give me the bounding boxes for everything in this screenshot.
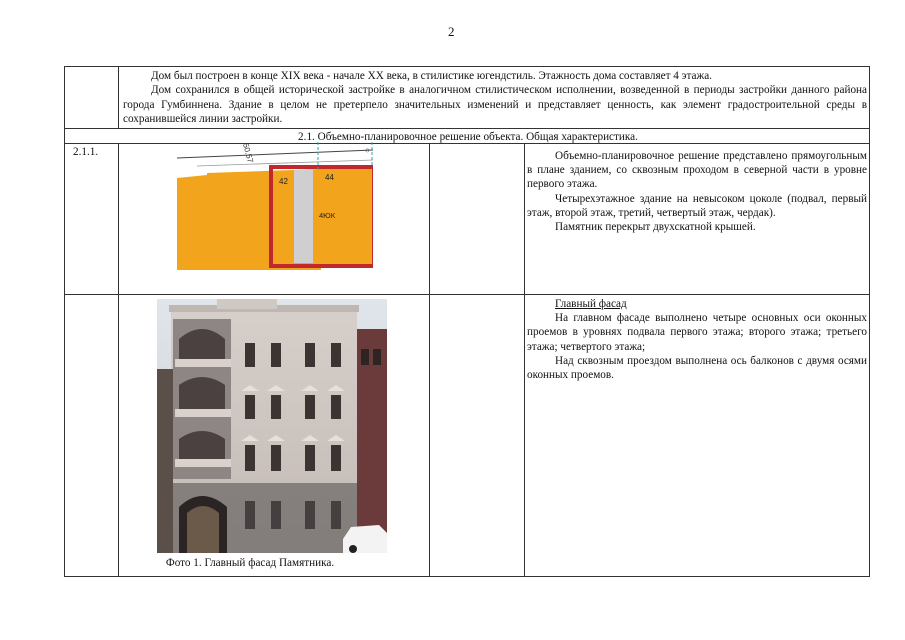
- table-rule: [429, 143, 430, 576]
- table-rule: [118, 67, 119, 128]
- page-number: 2: [448, 24, 455, 39]
- facade-photo: [157, 299, 387, 553]
- facade-heading: Главный фасад: [555, 298, 627, 310]
- section-title: 2.1. Объемно-планировочное решение объекта. Общая характеристика.: [298, 131, 638, 143]
- site-plan-drawing: [177, 142, 373, 270]
- plot-label-left: 42: [279, 177, 288, 186]
- building-label: 4ЮК: [319, 211, 336, 220]
- table-rule: [65, 294, 869, 295]
- description-paragraph: Четырехэтажное здание на невысоком цоколе (подвал, первый этаж, второй этаж, третий, четвертый этаж, чердак).: [527, 192, 867, 219]
- svg-text:○: ○: [363, 148, 372, 153]
- description-paragraph: На главном фасаде выполнено четыре основных оси оконных проемов в уровнях подвала первого этажа; второго этажа; третьего этажа; четвертого этажа;: [527, 312, 867, 353]
- street-label: 50.57: [241, 142, 255, 164]
- intro-text: [123, 69, 867, 127]
- site-plan: [177, 142, 373, 270]
- table-rule: [524, 143, 525, 576]
- facade-photo-drawing: [157, 299, 387, 553]
- description-plan: [527, 149, 867, 234]
- document-table: [64, 66, 870, 577]
- intro-paragraph: Дом сохранился в общей исторической застройке в аналогичном стилистическом исполнении, возведенной в периоды застройки данного района города Гумбиннена. Здание в целом не претерпело значительных изменений и представляет ценность, как элемент градостроительной среды в сохранившейся линии застройки.: [123, 84, 867, 126]
- description-paragraph: Над сквозным проездом выполнена ось балконов с двумя осями оконных проемов.: [527, 354, 867, 382]
- description-facade: [527, 297, 867, 382]
- intro-paragraph: Дом был построен в конце XIX века - начале XX века, в стилистике югендстиль. Этажность дома составляет 4 этажа.: [151, 70, 712, 82]
- table-rule: [118, 143, 119, 576]
- row-number: 2.1.1.: [73, 146, 99, 158]
- description-paragraph: Памятник перекрыт двухскатной крышей.: [555, 221, 756, 234]
- plot-label-right: 44: [325, 173, 334, 182]
- table-rule: [65, 128, 869, 129]
- description-paragraph: Объемно-планировочное решение представлено прямоугольным в плане зданием, со сквозным проходом в северной части в уровне первого этажа.: [527, 150, 867, 191]
- photo-caption: Фото 1. Главный фасад Памятника.: [165, 557, 335, 569]
